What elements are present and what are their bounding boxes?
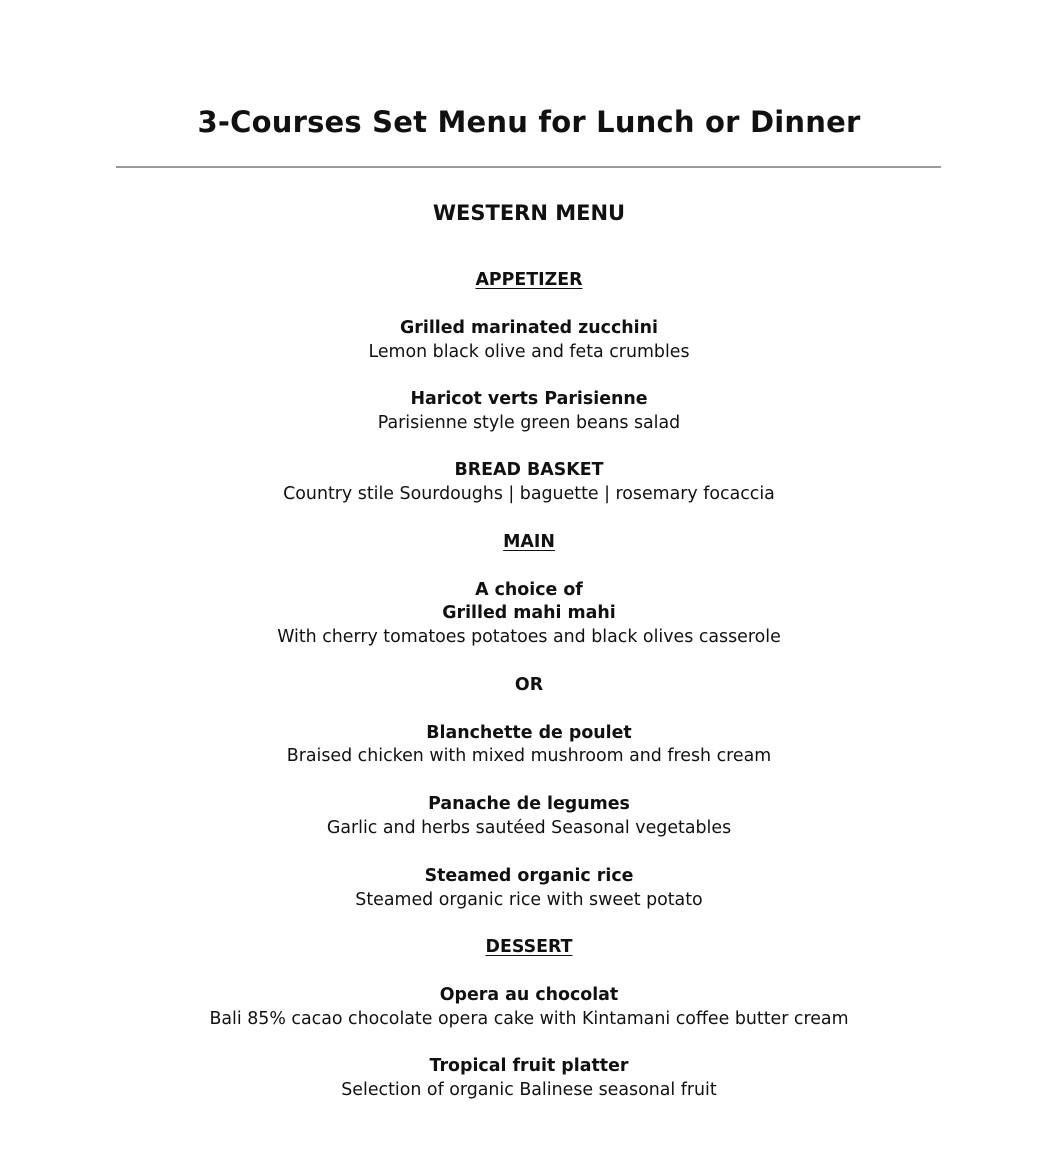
dish-name: Grilled mahi mahi	[442, 603, 616, 623]
dish-name: Blanchette de poulet	[426, 723, 632, 743]
dish-name: Steamed organic rice	[424, 866, 634, 886]
dish-description: With cherry tomatoes potatoes and black olives casserole	[277, 627, 781, 647]
dish-name: Grilled marinated zucchini	[400, 318, 658, 338]
page-title: 3-Courses Set Menu for Lunch or Dinner	[197, 105, 861, 139]
choice-intro: A choice of	[475, 580, 583, 600]
dish-description: Braised chicken with mixed mushroom and fresh cream	[286, 746, 772, 766]
section-heading-appetizer: APPETIZER	[475, 270, 583, 290]
dish-description: Selection of organic Balinese seasonal fruit	[341, 1080, 717, 1100]
section-heading-main: MAIN	[503, 532, 555, 552]
dish-name: BREAD BASKET	[454, 460, 604, 480]
section-heading-dessert: DESSERT	[485, 937, 573, 957]
dish-description: Country stile Sourdoughs | baguette | rosemary focaccia	[283, 484, 775, 504]
dish-description: Parisienne style green beans salad	[377, 413, 681, 433]
or-separator: OR	[514, 675, 544, 695]
dish-name: Haricot verts Parisienne	[410, 389, 648, 409]
dish-name: Panache de legumes	[428, 794, 630, 814]
menu-title: WESTERN MENU	[432, 201, 626, 225]
dish-description: Bali 85% cacao chocolate opera cake with Kintamani coffee butter cream	[209, 1009, 849, 1029]
dish-description: Steamed organic rice with sweet potato	[355, 890, 703, 910]
horizontal-divider	[116, 166, 941, 168]
dish-name: Tropical fruit platter	[429, 1056, 629, 1076]
dish-description: Garlic and herbs sautéed Seasonal vegetables	[326, 818, 732, 838]
dish-name: Opera au chocolat	[439, 985, 619, 1005]
dish-description: Lemon black olive and feta crumbles	[368, 342, 690, 362]
